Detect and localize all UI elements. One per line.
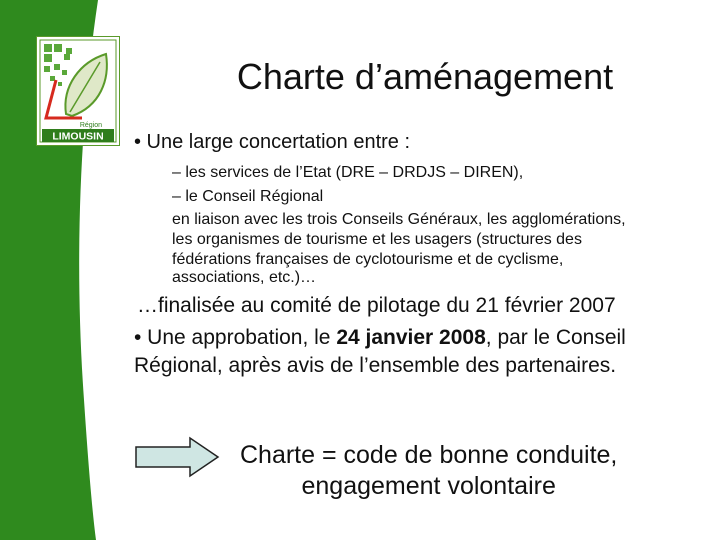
approval-intro: • Une approbation, le: [134, 326, 337, 349]
bullet-approbation: [134, 324, 654, 380]
region-name-text: LIMOUSIN: [52, 130, 104, 143]
sub-item: en liaison avec les trois Conseils Généraux, les agglomérations,: [172, 211, 626, 228]
sub-item: associations, etc.)…: [172, 269, 317, 286]
finalized-text: …finalisée au comité de pilotage du 21 février 2007: [137, 294, 616, 317]
approval-rest: , par le Conseil Régional, après avis de l’ensemble des partenaires.: [134, 326, 626, 377]
sub-item: les organismes de tourisme et les usagers (structures des: [172, 231, 582, 248]
region-label-text: Région: [79, 122, 102, 129]
conclusion-text: [240, 440, 617, 502]
conclusion-line: Charte = code de bonne conduite,: [240, 441, 618, 469]
slide-title: Charte d’aménagement: [236, 56, 614, 97]
region-logo: [36, 36, 120, 146]
sub-item: – le Conseil Régional: [172, 188, 324, 205]
sub-item: – les services de l’Etat (DRE – DRDJS – DIREN),: [172, 164, 524, 181]
approval-date: 24 janvier 2008: [336, 326, 486, 349]
right-arrow-icon: [134, 436, 220, 478]
bullet-concertation: • Une large concertation entre :: [134, 131, 411, 153]
sub-item: fédérations françaises de cyclotourisme et de cyclisme,: [172, 251, 564, 268]
conclusion-line: engagement volontaire: [301, 472, 556, 500]
